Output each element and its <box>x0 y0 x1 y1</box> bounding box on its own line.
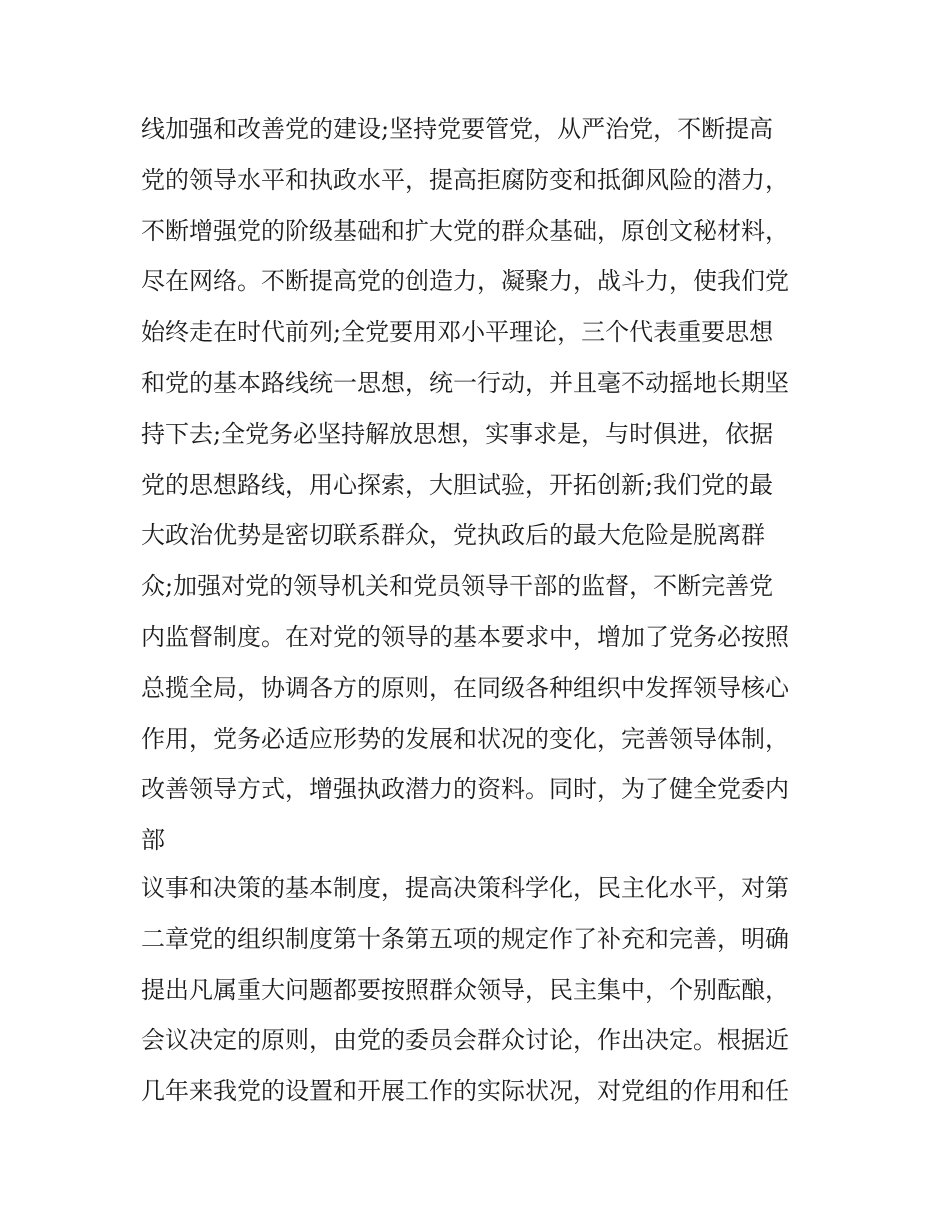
text-line: 众;加强对党的领导机关和党员领导干部的监督，不断完善党 <box>141 572 774 601</box>
text-line: 作用，党务必适应形势的发展和状况的变化，完善领导体制， <box>141 724 789 753</box>
text-line: 不断增强党的阶级基础和扩大党的群众基础，原创文秘材料， <box>141 216 789 245</box>
text-line: 持下去;全党务必坚持解放思想，实事求是，与时俱进，依据 <box>141 419 774 448</box>
text-line: 二章党的组织制度第十条第五项的规定作了补充和完善，明确 <box>141 924 789 953</box>
text-line: 线加强和改善党的建设;坚持党要管党，从严治党，不断提高 <box>141 115 774 143</box>
text-line: 会议决定的原则，由党的委员会群众讨论，作出决定。根据近 <box>141 1026 789 1055</box>
text-line: 和党的基本路线统一思想，统一行动，并且毫不动摇地长期坚 <box>141 368 789 397</box>
text-line: 总揽全局，协调各方的原则，在同级各种组织中发挥领导核心 <box>141 673 789 702</box>
text-line: 内监督制度。在对党的领导的基本要求中，增加了党务必按照 <box>141 622 789 651</box>
text-line: 提出凡属重大问题都要按照群众领导，民主集中，个别酝酿， <box>141 975 789 1004</box>
text-line: 部 <box>141 826 165 855</box>
text-line: 几年来我党的设置和开展工作的实际状况，对党组的作用和任 <box>141 1077 789 1106</box>
paragraph <box>141 104 821 866</box>
text-line: 始终走在时代前列;全党要用邓小平理论，三个代表重要思想 <box>141 318 774 347</box>
text-line: 改善领导方式，增强执政潜力的资料。同时，为了健全党委内 <box>141 775 789 804</box>
paragraph <box>141 863 821 1117</box>
text-line: 议事和决策的基本制度，提高决策科学化，民主化水平，对第 <box>141 874 789 902</box>
text-line: 党的思想路线，用心探索，大胆试验，开拓创新;我们党的最 <box>141 470 774 499</box>
text-line: 党的领导水平和执政水平，提高拒腐防变和抵御风险的潜力， <box>141 165 789 194</box>
text-line: 尽在网络。不断提高党的创造力，凝聚力，战斗力，使我们党 <box>141 267 789 296</box>
text-line: 大政治优势是密切联系群众，党执政后的最大危险是脱离群 <box>141 521 765 550</box>
